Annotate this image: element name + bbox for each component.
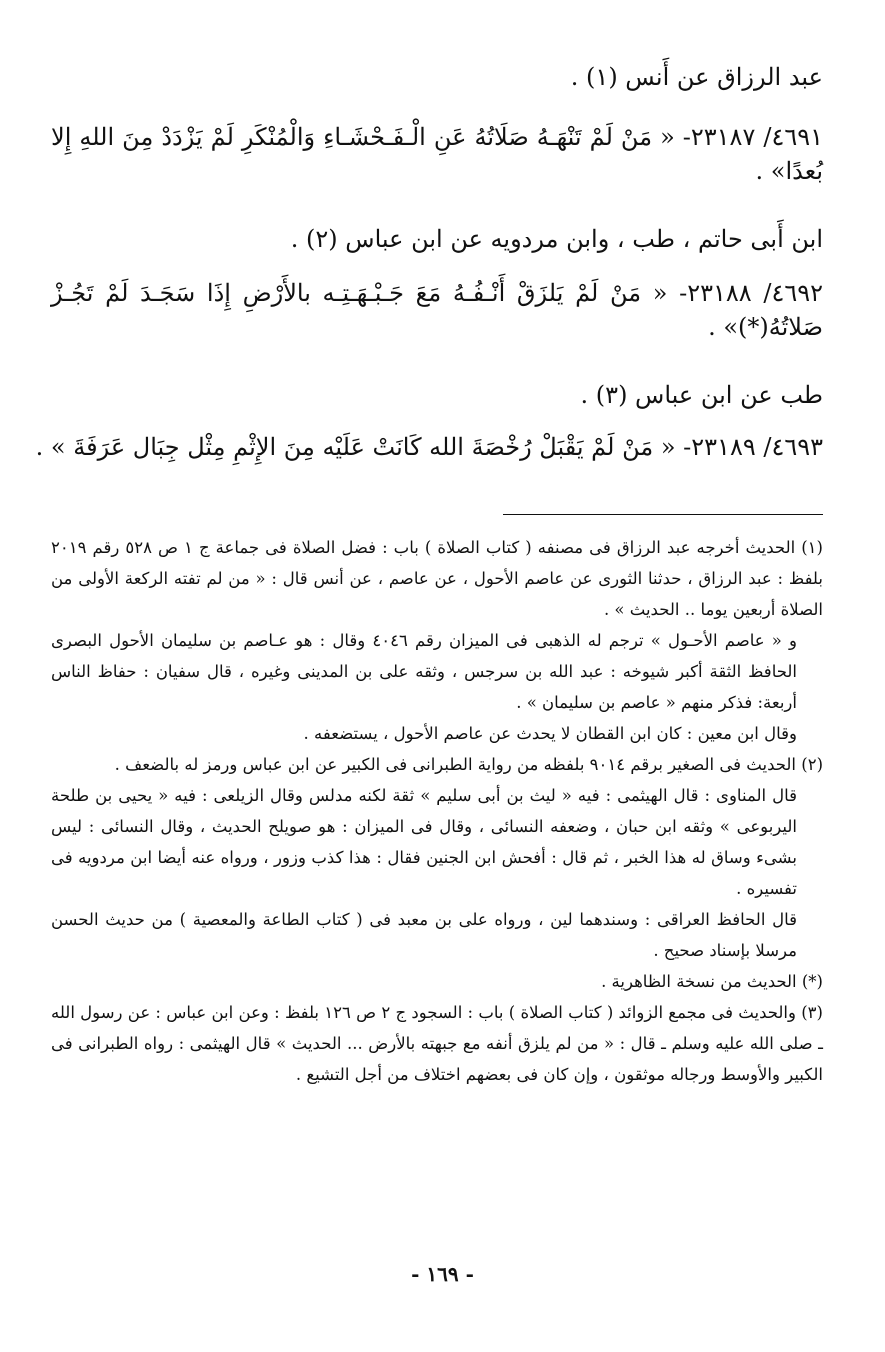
main-text: [35, 56, 823, 464]
hadith-source-1: عبد الرزاق عن أَنس (١) .: [570, 63, 823, 91]
hadith-4692: ٤٦٩٢/ ٢٣١٨٨- « مَنْ لَمْ يَلزَقْ أَنْـفُـهُ مَعَ جَـبْـهَـتِـه بالأَرْضِ إِذَا سَجَـدَ لَمْ تَجُـزْ صَلاتُهُ(*)» .: [51, 279, 823, 341]
footnotes: [51, 532, 823, 1090]
footnote-2: (٢) الحديث فى الصغير برقم ٩٠١٤ بلفظه من رواية الطبرانى فى الكبير عن ابن عباس ورمز له بالضعف .: [114, 755, 823, 774]
footnote-star: (*) الحديث من نسخة الظاهرية .: [601, 972, 823, 991]
hadith-4693: ٤٦٩٣/ ٢٣١٨٩- « مَنْ لَمْ يَقْبَلْ رُخْصَةَ الله كَانَتْ عَلَيْه مِنَ الإِثْمِ مِثْل جِبَال عَرَفَةَ » .: [35, 433, 823, 461]
footnote-2-paragraph-3: قال الحافظ العراقى : وسندهما لين ، ورواه على بن معبد فى ( كتاب الطاعة والمعصية ) من حديث الحسن مرسلا بإسناد صحيح .: [51, 910, 797, 960]
footnote-1: (١) الحديث أخرجه عبد الرزاق فى مصنفه ( كتاب الصلاة ) باب : فضل الصلاة فى جماعة ج ١ ص ٥٢٨ رقم ٢٠١٩ بلفظ : عبد الرزاق ، حدثنا الثورى عن عاصم الأحول ، عن عاصم ، عن أنس قال : « من لم تفته الركعة الأولى من الصلاة أربعين يوما .. الحديث » .: [51, 538, 823, 619]
footnote-1-paragraph-2: و « عاصم الأحـول » ترجم له الذهبى فى الميزان رقم ٤٠٤٦ وقال : هو عـاصم بن سليمان الأحول البصرى الحافظ الثقة أكبر شيوخه : عبد الله بن سرجس ، وثقه على بن المدينى وغيره ، قال سفيان : حفاظ الناس أربعة: فذكر منهم « عاصم بن سليمان » .: [51, 631, 797, 712]
footnote-2-paragraph-2: قال المناوى : قال الهيثمى : فيه « ليث بن أبى سليم » ثقة لكنه مدلس وقال الزيلعى : فيه « يحيى بن طلحة اليربوعى » وثقه ابن حبان ، وضعفه النسائى ، وقال فى الميزان : هو صويلح الحديث ، وقال النسائى : ليس بشىء وساق له هذا الخبر ، ثم قال : أفحش ابن الجنين فقال : هذا كذب وزور ، ورواه عنه أيضا ابن مردويه فى تفسيره .: [51, 786, 797, 898]
hadith-source-3: طب عن ابن عباس (٣) .: [580, 381, 823, 409]
page-number: - ١٦٩ -: [411, 1262, 474, 1286]
footnote-1-paragraph-3: وقال ابن معين : كان ابن القطان لا يحدث عن عاصم الأحول ، يستضعفه .: [303, 724, 797, 743]
hadith-source-2: ابن أَبى حاتم ، طب ، وابن مردويه عن ابن عباس (٢) .: [290, 225, 823, 253]
footnote-separator: [503, 514, 823, 515]
footnote-3: (٣) والحديث فى مجمع الزوائد ( كتاب الصلاة ) باب : السجود ج ٢ ص ١٢٦ بلفظ : وعن ابن عباس : عن رسول الله ـ صلى الله عليه وسلم ـ قال : « من لم يلزق أنفه مع جبهته بالأرض ... الحديث » قال الهيثمى : رواه الطبرانى فى الكبير والأوسط ورجاله موثقون ، وإن كان فى بعضهم اختلاف من أجل التشيع .: [51, 1003, 823, 1084]
hadith-4691: ٤٦٩١/ ٢٣١٨٧- « مَنْ لَمْ تَنْهَـهُ صَلَاتُهُ عَنِ الْـفَـحْشَـاءِ وَالْمُنْكَرِ لَمْ يَزْدَدْ مِنَ اللهِ إِلا بُعدًا» .: [51, 123, 823, 185]
